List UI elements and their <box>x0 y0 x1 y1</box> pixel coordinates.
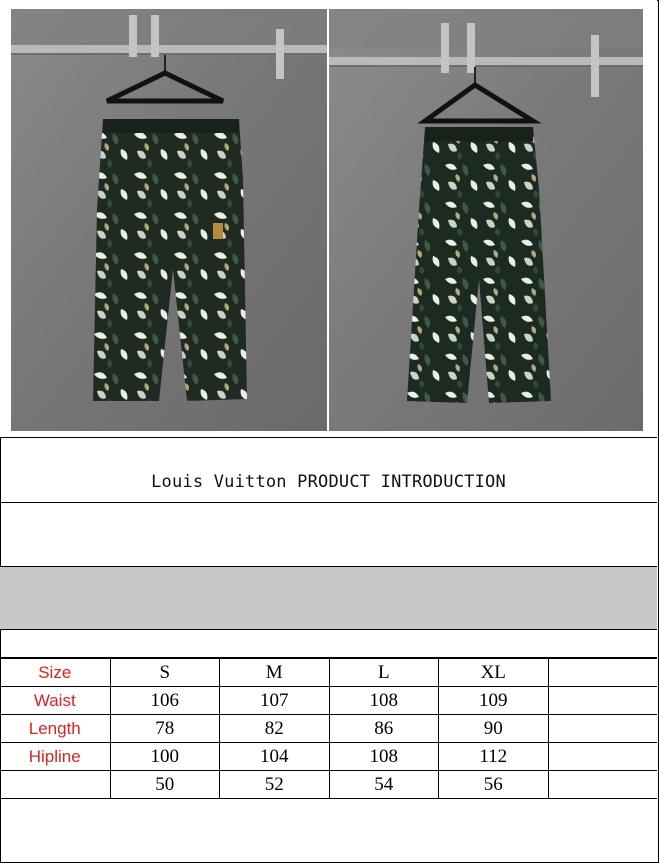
table-cell: 52 <box>220 771 330 799</box>
table-cell <box>548 771 657 799</box>
table-row <box>0 659 657 687</box>
row-label <box>0 771 110 799</box>
bottom-blank <box>0 800 657 861</box>
table-cell <box>548 715 657 743</box>
table-cell: 56 <box>439 771 549 799</box>
table-cell: L <box>329 659 439 687</box>
table-row <box>0 687 657 715</box>
table-cell: 100 <box>110 743 220 771</box>
table-cell: 54 <box>329 771 439 799</box>
table-cell <box>548 743 657 771</box>
size-table <box>0 658 657 799</box>
table-cell: 109 <box>439 687 549 715</box>
row-label: Size <box>0 659 110 687</box>
table-row <box>0 715 657 743</box>
table-cell: 108 <box>329 743 439 771</box>
table-cell: 104 <box>220 743 330 771</box>
table-cell: 50 <box>110 771 220 799</box>
row-label: Length <box>0 715 110 743</box>
table-cell <box>548 687 657 715</box>
table-cell: S <box>110 659 220 687</box>
blank-row <box>0 503 657 567</box>
table-cell: 86 <box>329 715 439 743</box>
blank-row-spacer <box>0 630 657 658</box>
table-cell: 112 <box>439 743 549 771</box>
table-cell <box>548 659 657 687</box>
table-cell: 90 <box>439 715 549 743</box>
pants-back-image <box>329 9 643 431</box>
table-cell: 82 <box>220 715 330 743</box>
gray-band <box>0 567 657 630</box>
table-cell: 108 <box>329 687 439 715</box>
row-label: Hipline <box>0 743 110 771</box>
product-photo-back <box>329 9 643 431</box>
product-photo-front <box>11 9 327 431</box>
table-cell: 107 <box>220 687 330 715</box>
row-label: Waist <box>0 687 110 715</box>
product-title: Louis Vuitton PRODUCT INTRODUCTION <box>151 472 506 492</box>
table-row <box>0 743 657 771</box>
table-cell: 106 <box>110 687 220 715</box>
title-row <box>0 438 657 503</box>
table-cell: XL <box>439 659 549 687</box>
table-cell: 78 <box>110 715 220 743</box>
pants-front-image <box>11 9 327 431</box>
table-row <box>0 771 657 799</box>
table-cell: M <box>220 659 330 687</box>
